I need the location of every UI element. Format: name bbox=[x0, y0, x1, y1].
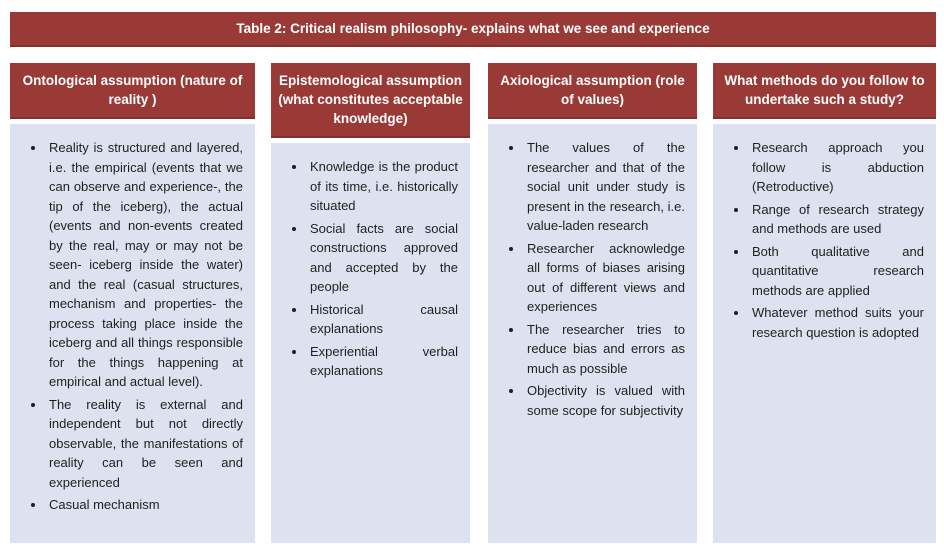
bullet-list-methods bbox=[713, 124, 936, 543]
column-epistemological bbox=[271, 63, 470, 543]
column-header-axiological: Axiological assumption (role of values) bbox=[488, 63, 697, 119]
bullet-item: • Research approach you follow is abduction (Retroductive) bbox=[749, 138, 924, 197]
bullet-item: • Objectivity is valued with some scope for subjectivity bbox=[524, 381, 685, 420]
bullet-item: • Reality is structured and layered, i.e. the empirical (events that we can observe and experience-, the tip of the iceberg), the actual (events and non-events created by the real, may or may not be seen- iceberg inside the water) and the real (casual structures, mechanism and properties- the process taking place inside the iceberg and all things responsible for the things happening at empirical and actual level). bbox=[46, 138, 243, 392]
bullet-item: • Both qualitative and quantitative research methods are applied bbox=[749, 242, 924, 301]
bullet-list-axiological bbox=[488, 124, 697, 543]
column-ontological bbox=[10, 63, 255, 543]
column-header-epistemological: Epistemological assumption (what constitutes acceptable knowledge) bbox=[271, 63, 470, 138]
bullet-item: • Whatever method suits your research question is adopted bbox=[749, 303, 924, 342]
bullet-item: • Historical causal explanations bbox=[307, 300, 458, 339]
bullet-item: • Knowledge is the product of its time, i.e. historically situated bbox=[307, 157, 458, 216]
column-header-methods: What methods do you follow to undertake such a study? bbox=[713, 63, 936, 119]
bullet-item: • Social facts are social constructions approved and accepted by the people bbox=[307, 219, 458, 297]
column-methods bbox=[713, 63, 936, 543]
bullet-item: • The researcher tries to reduce bias and errors as much as possible bbox=[524, 320, 685, 379]
bullet-list-epistemological bbox=[271, 143, 470, 543]
bullet-item: • Range of research strategy and methods are used bbox=[749, 200, 924, 239]
bullet-item: • The reality is external and independent but not directly observable, the manifestations of reality can be seen and experienced bbox=[46, 395, 243, 493]
column-axiological bbox=[488, 63, 697, 543]
column-header-ontological: Ontological assumption (nature of reality ) bbox=[10, 63, 255, 119]
bullet-item: • Experiential verbal explanations bbox=[307, 342, 458, 381]
bullet-item: • The values of the researcher and that of the social unit under study is present in the research, i.e. value-laden research bbox=[524, 138, 685, 236]
table-title: Table 2: Critical realism philosophy- explains what we see and experience bbox=[10, 12, 936, 47]
table-columns bbox=[10, 63, 936, 543]
bullet-list-ontological bbox=[10, 124, 255, 543]
bullet-item: • Researcher acknowledge all forms of biases arising out of different views and experiences bbox=[524, 239, 685, 317]
bullet-item: • Casual mechanism bbox=[46, 495, 243, 515]
